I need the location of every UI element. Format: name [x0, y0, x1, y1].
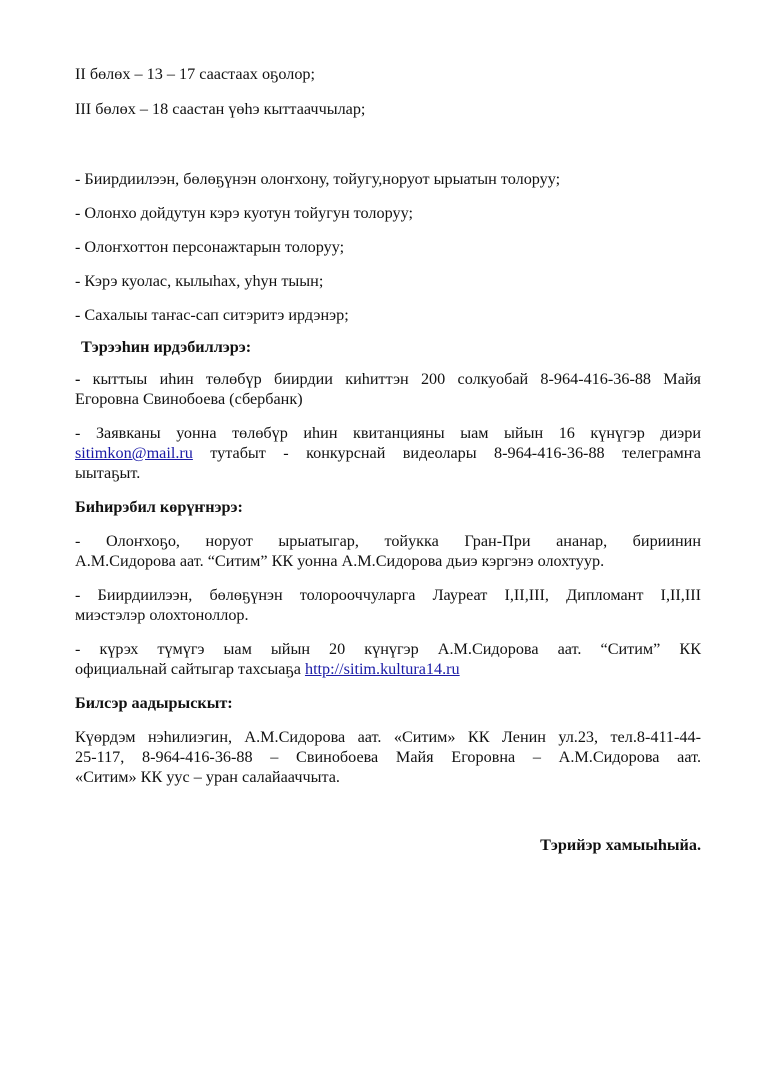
award-item-3-line-2: официальнай сайтыгар тахсыаҕа — [75, 660, 305, 678]
website-link[interactable]: http://sitim.kultura14.ru — [304, 660, 460, 678]
fee-line-1: кыттыы иһин төлөбүр биирдии киһиттэн 200 солкуобай 8-964-416-36-88 Майя — [80, 370, 701, 388]
fee-dash: - — [75, 370, 81, 388]
closing-signature: Тэрийэр хамыыһыйа. — [540, 836, 701, 854]
award-item-3-line-1: - күрэх түмүгэ ыам ыйын 20 күнүгэр А.М.Сидорова аат. “Ситим” КК — [75, 640, 701, 658]
fee-line-2: Егоровна Свинобоева (сбербанк) — [75, 390, 303, 408]
award-item-1 — [75, 531, 701, 571]
award-item-2-line-2: миэстэлэр олохтоноллор. — [75, 606, 249, 624]
category-item: - Сахалыы таҥас-сап ситэритэ ирдэнэр; — [75, 306, 349, 324]
group-line-2: II бөлөх – 13 – 17 саастаах оҕолор; — [75, 65, 316, 83]
award-item-1-line-2: А.М.Сидорова аат. “Ситим” КК уонна А.М.Сидорова дьиэ кэргэнэ олохтуур. — [75, 552, 605, 570]
category-item: - Олоҥхоттон персонажтарын толоруу; — [75, 238, 345, 256]
contacts-line-1: Күөрдэм нэһилиэгин, А.М.Сидорова аат. «Ситим» КК Ленин ул.23, тел.8-411-44- — [75, 728, 701, 746]
requirements-heading: Тэрээһин ирдэбиллэрэ: — [81, 338, 252, 356]
contacts-paragraph — [75, 727, 701, 787]
category-item: - Олонхо дойдутун кэрэ куотун тойугун толоруу; — [75, 204, 413, 222]
awards-heading: Биһирэбил көрүҥнэрэ: — [75, 498, 243, 516]
group-line-3: III бөлөх – 18 саастан үөһэ кыттааччылар; — [75, 100, 366, 118]
category-item: - Биирдиилээн, бөлөҕүнэн олоҥхону, тойугу,норуот ырыатын толоруу; — [75, 170, 561, 188]
application-paragraph — [75, 423, 701, 483]
fee-paragraph — [75, 369, 701, 409]
award-item-1-line-1: - Олоҥхоҕо, норуот ырыатыгар, тойукка Гран-При ананар, бириинин — [75, 532, 701, 550]
award-item-2-line-1: - Биирдиилээн, бөлөҕүнэн толорооччуларга Лауреат I,II,III, Дипломант I,II,III — [75, 586, 701, 604]
application-line-1: - Заявканы уонна төлөбүр иһин квитанцияны ыам ыйын 16 күнүгэр диэри — [75, 424, 701, 442]
contacts-line-3: «Ситим» КК уус – уран салайааччыта. — [75, 768, 340, 786]
application-line-3: ыытаҕыт. — [75, 464, 141, 482]
contacts-heading: Билсэр аадырыскыт: — [75, 694, 233, 712]
application-line-2: тутабыт - конкурснай видеолары 8-964-416-36-88 телеграмҥа — [192, 444, 701, 462]
award-item-2 — [75, 585, 701, 625]
email-link[interactable]: sitimkon@mail.ru — [75, 444, 193, 462]
award-item-3 — [75, 639, 701, 679]
contacts-line-2: 25-117, 8-964-416-36-88 – Свинобоева Майя Егоровна – А.М.Сидорова аат. — [75, 748, 701, 766]
category-item: - Кэрэ куолас, кылыһах, уһун тыын; — [75, 272, 324, 290]
